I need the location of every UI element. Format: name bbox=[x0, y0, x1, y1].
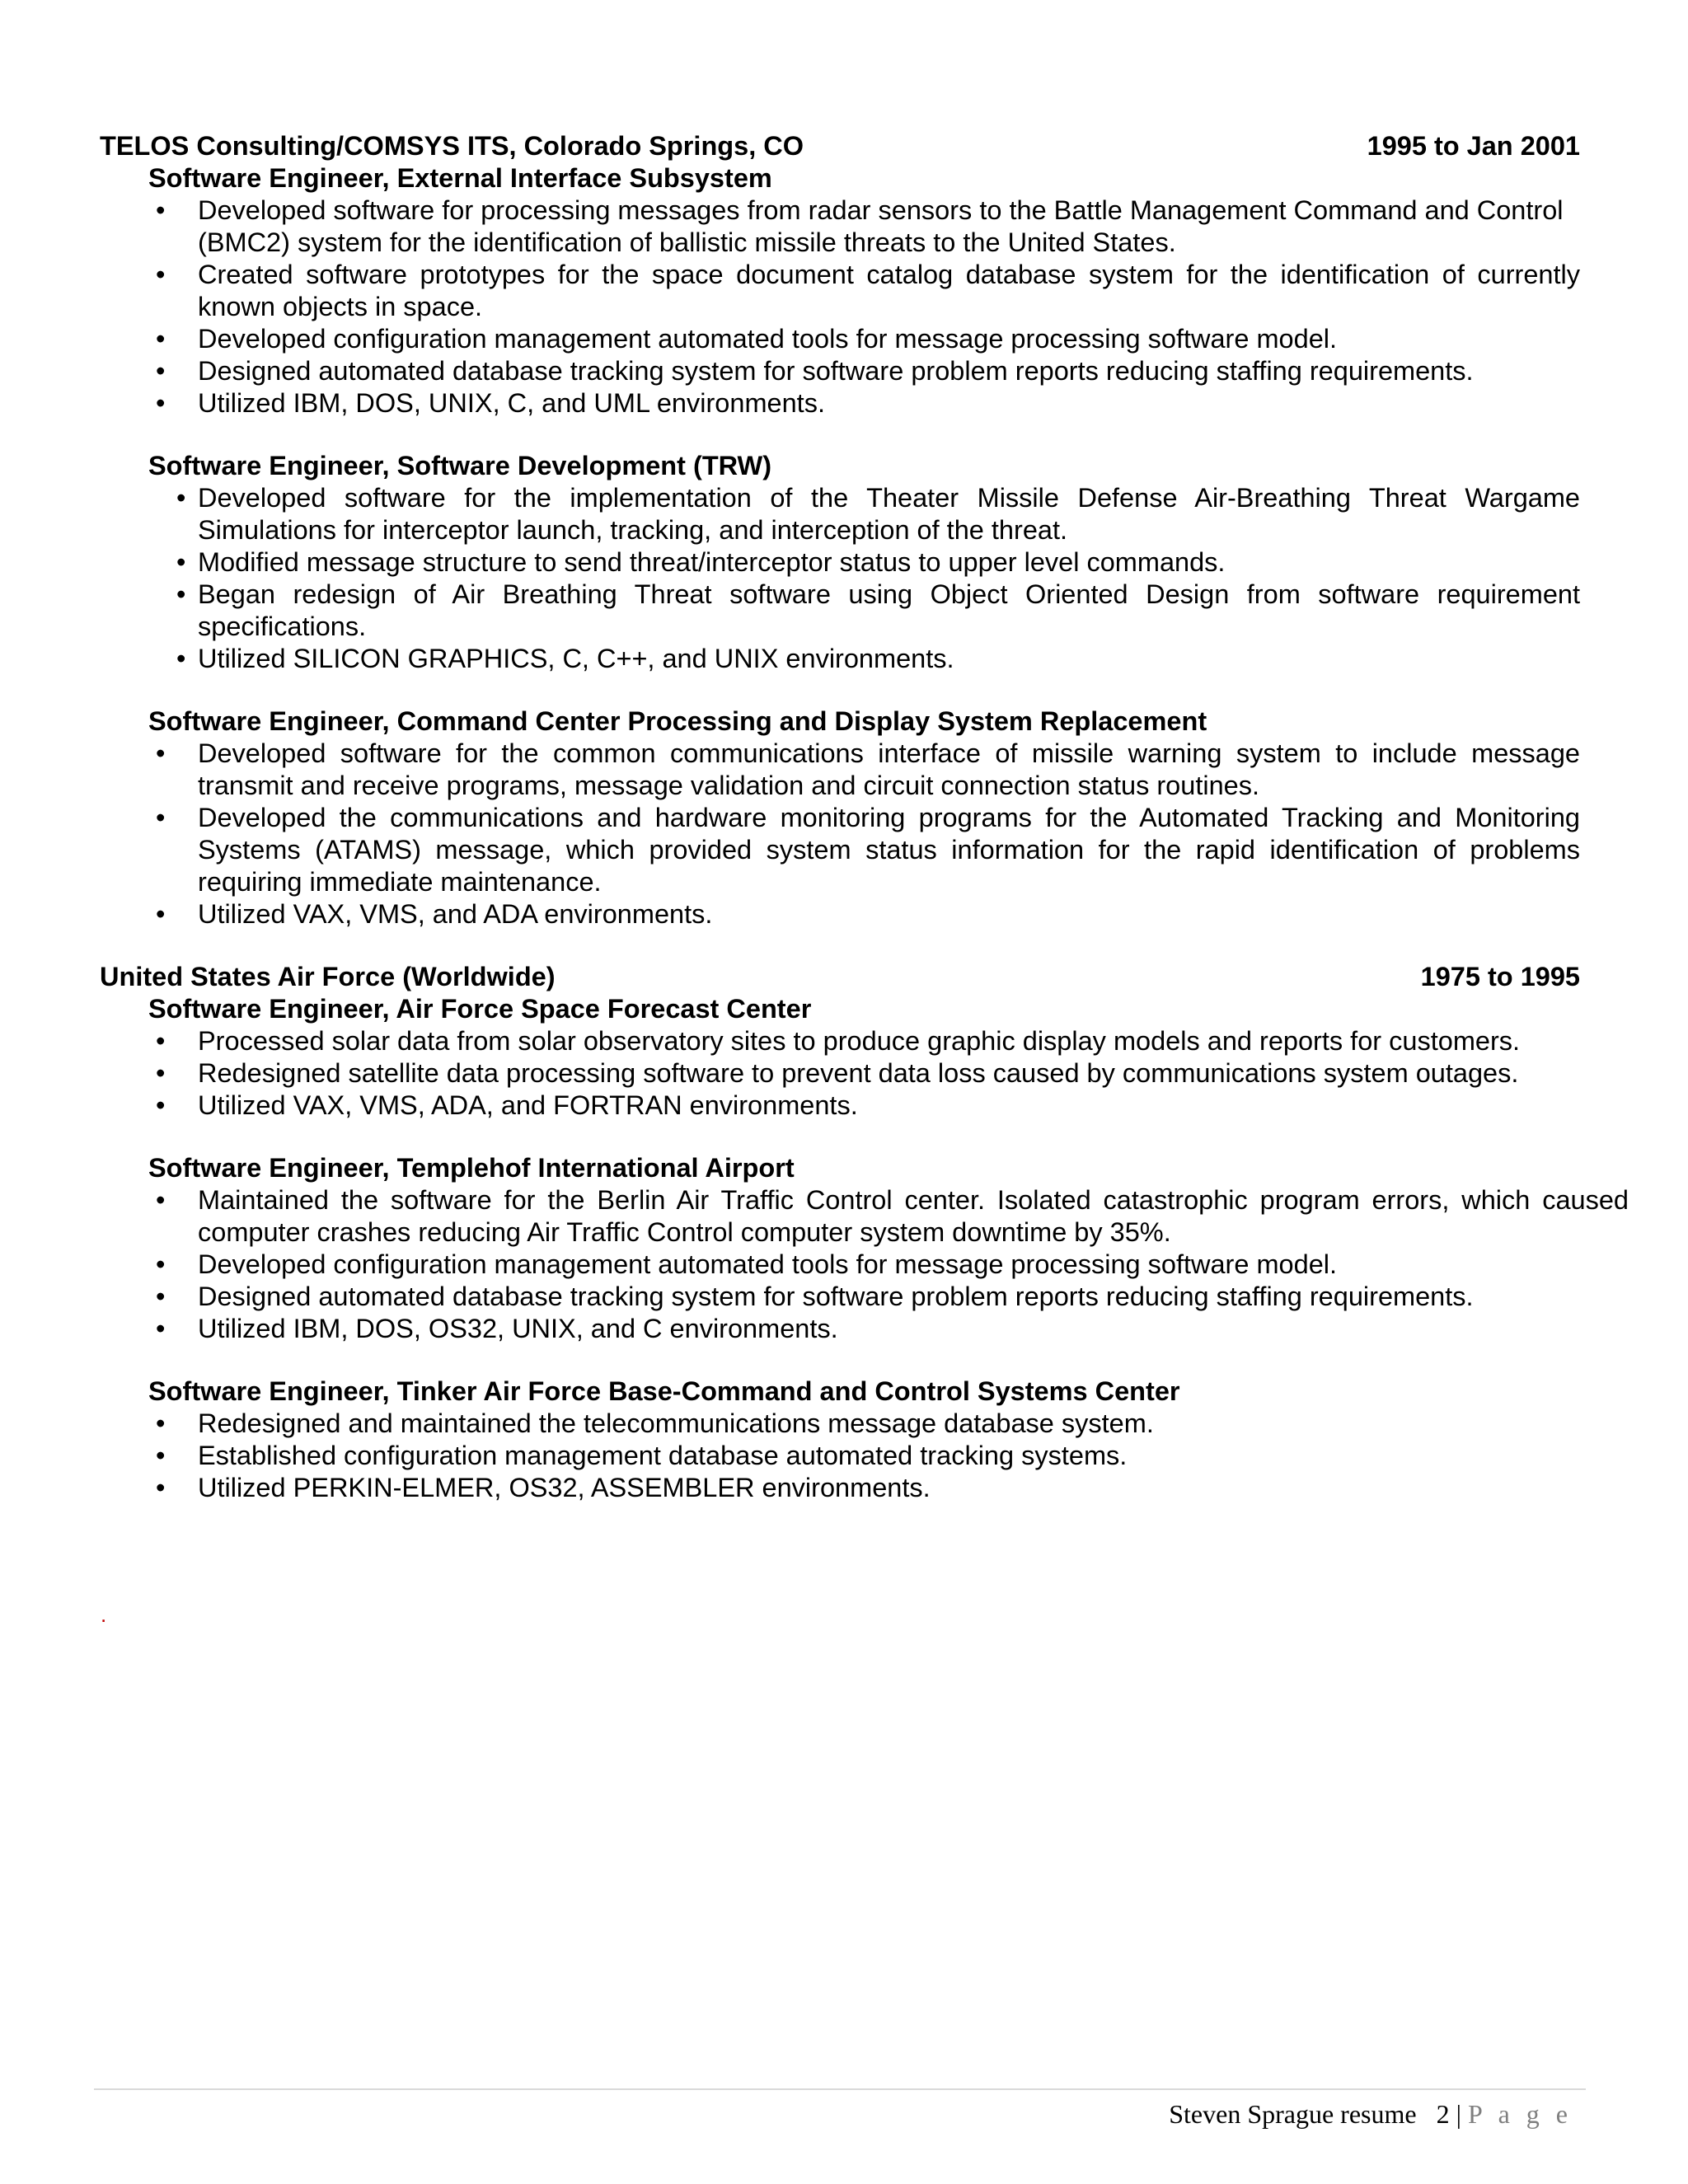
spacer bbox=[100, 419, 1580, 450]
bullet-text: Developed configuration management automated tools for message processing software model. bbox=[198, 324, 1338, 354]
bullet-icon: • bbox=[156, 388, 166, 418]
spacer bbox=[100, 930, 1580, 961]
employment-dates: 1995 to Jan 2001 bbox=[1367, 131, 1580, 161]
list-item bbox=[100, 643, 1580, 675]
bullet-icon: • bbox=[156, 1249, 166, 1279]
bullet-text: Developed software for the common communications interface of missile warning system to include message transmit and receive programs, message validation and circuit connection status routines. bbox=[198, 738, 1580, 800]
bullet-icon: • bbox=[176, 547, 186, 577]
bullet-icon: • bbox=[176, 579, 186, 609]
footer-divider bbox=[94, 2088, 1586, 2090]
role-title: Software Engineer, Tinker Air Force Base-Command and Control Systems Center bbox=[148, 1376, 1180, 1406]
bullet-list bbox=[100, 1025, 1580, 1122]
bullet-icon: • bbox=[156, 1058, 166, 1088]
employer-name: TELOS Consulting/COMSYS ITS, Colorado Springs, CO bbox=[100, 131, 804, 161]
list-item bbox=[100, 546, 1580, 579]
list-item bbox=[100, 1440, 1580, 1472]
list-item bbox=[100, 898, 1580, 930]
bullet-icon: • bbox=[156, 1185, 166, 1215]
stray-mark: . bbox=[101, 1602, 107, 1627]
bullet-text: Developed software for processing messages from radar sensors to the Battle Management Command and Control (BMC2) system for the identification of ballistic missile threats to the United States. bbox=[198, 195, 1564, 257]
footer-separator: | bbox=[1456, 2099, 1461, 2129]
resume-content bbox=[100, 130, 1629, 1504]
bullet-text: Redesigned and maintained the telecommunications message database system. bbox=[198, 1408, 1154, 1438]
list-item bbox=[100, 259, 1580, 323]
bullet-icon: • bbox=[156, 899, 166, 929]
bullet-icon: • bbox=[176, 483, 186, 513]
list-item bbox=[100, 355, 1580, 387]
bullet-icon: • bbox=[156, 1314, 166, 1343]
bullet-icon: • bbox=[156, 803, 166, 832]
bullet-text: Utilized VAX, VMS, ADA, and FORTRAN environments. bbox=[198, 1090, 858, 1120]
bullet-text: Developed the communications and hardware monitoring programs for the Automated Tracking and Monitoring Systems (ATAMS) message, which provided system status information for the rapid identification of problems requiring immediate maintenance. bbox=[198, 803, 1580, 897]
bullet-text: Utilized SILICON GRAPHICS, C, C++, and UNIX environments. bbox=[198, 644, 954, 673]
bullet-text: Modified message structure to send threat/interceptor status to upper level commands. bbox=[198, 547, 1226, 577]
bullet-icon: • bbox=[156, 324, 166, 354]
bullet-icon: • bbox=[156, 1282, 166, 1311]
bullet-text: Utilized IBM, DOS, UNIX, C, and UML environments. bbox=[198, 388, 825, 418]
role-title: Software Engineer, Templehof International Airport bbox=[148, 1153, 795, 1183]
bullet-list bbox=[100, 738, 1580, 930]
bullet-text: Processed solar data from solar observatory sites to produce graphic display models and reports for customers. bbox=[198, 1026, 1521, 1056]
bullet-icon: • bbox=[156, 1408, 166, 1438]
role-title: Software Engineer, Command Center Processing and Display System Replacement bbox=[148, 706, 1207, 736]
bullet-text: Redesigned satellite data processing software to prevent data loss caused by communications system outages. bbox=[198, 1058, 1519, 1088]
bullet-text: Developed software for the implementation of the Theater Missile Defense Air-Breathing Threat Wargame Simulations for interceptor launch, tracking, and interception of the threat. bbox=[198, 483, 1580, 545]
role-title: Software Engineer, Software Development (TRW) bbox=[148, 451, 772, 480]
list-item bbox=[100, 1090, 1580, 1122]
list-item bbox=[100, 1057, 1580, 1090]
list-item bbox=[100, 1313, 1580, 1345]
spacer bbox=[100, 1122, 1580, 1152]
bullet-text: Developed configuration management automated tools for message processing software model. bbox=[198, 1249, 1338, 1279]
role-title: Software Engineer, External Interface Subsystem bbox=[148, 163, 772, 193]
list-item bbox=[100, 1408, 1580, 1440]
bullet-icon: • bbox=[156, 260, 166, 289]
page-label: P a g e bbox=[1467, 2099, 1573, 2129]
bullet-text: Maintained the software for the Berlin Air Traffic Control center. Isolated catastrophic program errors, which caused computer crashes reducing Air Traffic Control computer system downtime by 35%. bbox=[198, 1185, 1629, 1247]
bullet-text: Utilized IBM, DOS, OS32, UNIX, and C environments. bbox=[198, 1314, 838, 1343]
employer-header bbox=[100, 961, 1580, 993]
bullet-icon: • bbox=[176, 644, 186, 673]
employer-section-usaf bbox=[100, 961, 1629, 1504]
list-item bbox=[100, 194, 1580, 259]
list-item bbox=[100, 1249, 1580, 1281]
footer-text: Steven Sprague resume bbox=[1169, 2099, 1417, 2129]
bullet-icon: • bbox=[156, 1473, 166, 1502]
list-item bbox=[100, 1472, 1580, 1504]
bullet-icon: • bbox=[156, 356, 166, 386]
list-item bbox=[100, 579, 1580, 643]
spacer bbox=[100, 1345, 1580, 1376]
bullet-icon: • bbox=[156, 1026, 166, 1056]
list-item bbox=[100, 323, 1580, 355]
bullet-icon: • bbox=[156, 1441, 166, 1470]
bullet-text: Began redesign of Air Breathing Threat software using Object Oriented Design from software requirement specifications. bbox=[198, 579, 1580, 641]
bullet-icon: • bbox=[156, 195, 166, 225]
list-item bbox=[100, 802, 1580, 898]
spacer bbox=[100, 675, 1580, 705]
bullet-text: Utilized VAX, VMS, and ADA environments. bbox=[198, 899, 713, 929]
page-number: 2 bbox=[1436, 2099, 1450, 2129]
list-item bbox=[100, 1025, 1580, 1057]
bullet-list bbox=[100, 194, 1580, 419]
list-item bbox=[100, 482, 1580, 546]
page-footer bbox=[1169, 2097, 1573, 2130]
bullet-text: Utilized PERKIN-ELMER, OS32, ASSEMBLER environments. bbox=[198, 1473, 931, 1502]
list-item bbox=[100, 738, 1580, 802]
employer-header bbox=[100, 130, 1580, 162]
role-title: Software Engineer, Air Force Space Forecast Center bbox=[148, 994, 812, 1024]
employer-name: United States Air Force (Worldwide) bbox=[100, 962, 556, 991]
bullet-list bbox=[100, 1408, 1580, 1504]
list-item bbox=[100, 1281, 1580, 1313]
list-item bbox=[100, 1184, 1629, 1249]
bullet-icon: • bbox=[156, 1090, 166, 1120]
bullet-text: Designed automated database tracking system for software problem reports reducing staffing requirements. bbox=[198, 1282, 1474, 1311]
employer-section-telos bbox=[100, 130, 1580, 961]
list-item bbox=[100, 387, 1580, 419]
bullet-icon: • bbox=[156, 738, 166, 768]
bullet-list bbox=[100, 1184, 1629, 1345]
bullet-text: Created software prototypes for the space document catalog database system for the identification of currently known objects in space. bbox=[198, 260, 1580, 321]
employment-dates: 1975 to 1995 bbox=[1420, 962, 1580, 991]
bullet-text: Designed automated database tracking system for software problem reports reducing staffing requirements. bbox=[198, 356, 1474, 386]
bullet-list bbox=[100, 482, 1580, 675]
bullet-text: Established configuration management database automated tracking systems. bbox=[198, 1441, 1128, 1470]
